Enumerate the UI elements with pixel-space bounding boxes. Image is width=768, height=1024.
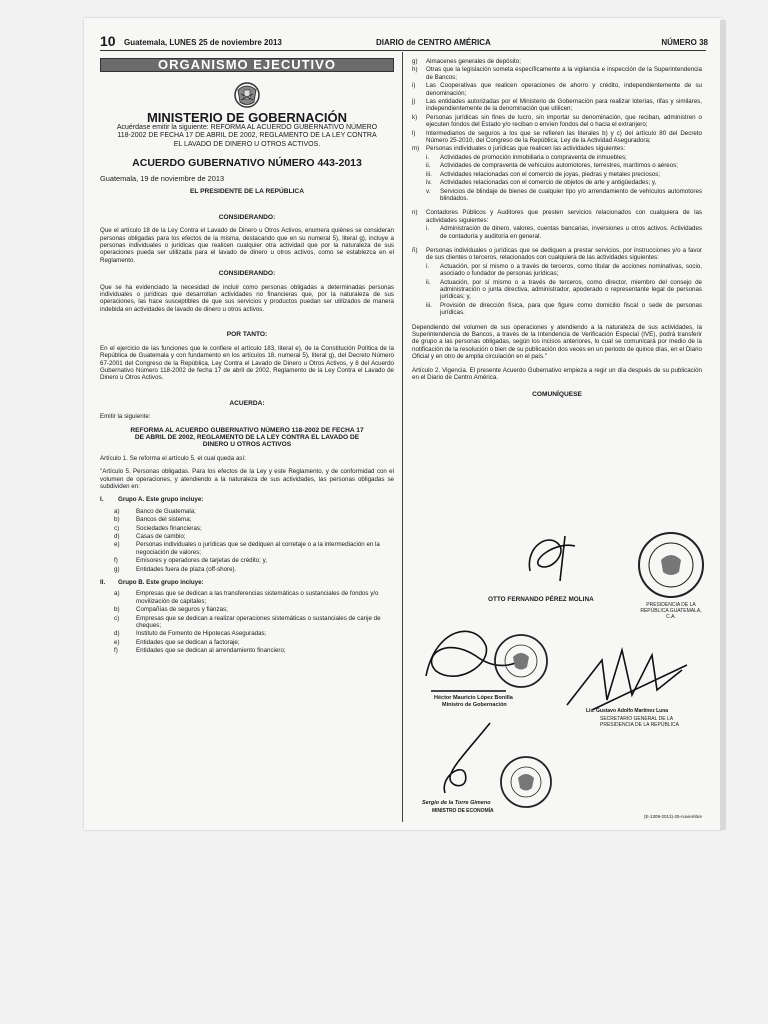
- list-item: g) Entidades fuera de plaza (off-shore).: [114, 565, 237, 573]
- seal-text: PRESIDENCIA DE LA REPÚBLICA GUATEMALA, C.A.: [640, 602, 702, 620]
- economia-title: MINISTRO DE ECONOMÍA: [432, 808, 494, 814]
- list-item: c) Empresas que se dedican a realizar operaciones sistemáticas o sustanciales de canje de cheques;: [114, 614, 381, 630]
- comuniquese: COMUNÍQUESE: [532, 391, 582, 399]
- considerando-text-2: Que se ha evidenciado la necesidad de incluir como personas obligadas a determinadas personas individuales o jurídicas que desarrollan actividades no financieras que, por la naturaleza de sus operaciones, las hace susceptibles de que sus servicios y productos puedan ser utilizados de manera indebida en actividades de lavado de dinero u otros activos.: [100, 283, 394, 313]
- item-n: n) Contadores Públicos y Auditores que presten servicios relacionados con cualquiera de las actividades siguientes:: [412, 209, 702, 224]
- list-item: d) Casas de cambio;: [114, 533, 186, 540]
- considerando-heading-1: CONSIDERANDO:: [218, 213, 276, 221]
- presidency-seal-icon: [636, 530, 706, 605]
- economia-seal-icon: [498, 754, 554, 815]
- left-column: [100, 58, 394, 656]
- list-item: f) Emisores y operadores de tarjetas de crédito; y,: [114, 557, 267, 565]
- list-item: b) Bancos del sistema;: [114, 516, 192, 524]
- sub-item: i. Actuación, por sí mismo o a través de terceros, como titular de acciones nominativas, socio, asociado o fundador de personas jurídicas;: [426, 262, 702, 278]
- grupo-b-list: [100, 590, 394, 654]
- gobernacion-title: Ministro de Gobernación: [442, 702, 507, 708]
- grupo-a-list: [100, 508, 394, 573]
- page-header: [100, 33, 708, 54]
- list-item: a) Empresas que se dedican a las transferencias sistemáticas o sustanciales de fondos y/o movilización de capitales;: [114, 590, 379, 605]
- issue-number: NÚMERO 38: [661, 38, 708, 47]
- n-sublist: [412, 225, 702, 240]
- list-item: h) Otras que la legislación someta específicamente a la vigilancia e inspección de la Superintendencia de Bancos;: [412, 66, 702, 81]
- summary-text: Acuérdase emitir la siguiente: REFORMA AL ACUERDO GUBERNATIVO NÚMERO 118-2002 DE FECHA 17 DE ABRIL DE 2002, REGLAMENTO DE LA LEY CONTRA EL LAVADO DE DINERO U OTROS ACTIVOS.: [116, 123, 378, 148]
- list-item: l) Intermediarios de seguros a los que se refieren las literales b) y c) del artículo 80 del Decreto Número 25-2010, del Congreso de la República, Ley de la Actividad Aseguradora;: [412, 129, 702, 145]
- issue-date: Guatemala, LUNES 25 de noviembre 2013: [124, 38, 282, 47]
- ministry-title: MINISTERIO DE GOBERNACIÓN: [146, 110, 348, 126]
- list-item: e) Entidades que se dedican a factoraje;: [114, 638, 240, 646]
- footer-code: (E-1309-2013)-25-noviembre: [643, 814, 702, 819]
- sub-item: i. Actividades de promoción inmobiliaria o compraventa de inmuebles;: [426, 153, 627, 161]
- grupo-b-continued-list: [412, 58, 702, 153]
- page-edge: [720, 20, 726, 830]
- portanto-text: En el ejercicio de las funciones que le confiere el artículo 183, literal e), de la Constitución Política de la República de Guatemala y con fundamento en los artículos 18, numeral 5), literal g), del Decreto Número 67-2001 del Congreso de la República, Ley Contra el Lavado de Dinero u Otros Activos, y 8 del Acuerdo Gubernativo Número 118-2002 de fecha 17 de abril de 2002, Reglamento de la Ley Contra el Lavado de Dinero u Otros Activos.: [100, 344, 394, 382]
- sub-item: ii. Actividades de compraventa de vehículos automotores, terrestres, marítimos o aéreos;: [426, 162, 678, 170]
- list-item: f) Entidades que se dedican al arrendamiento financiero;: [114, 647, 286, 655]
- right-column: [412, 58, 702, 405]
- page-number: 10: [100, 33, 116, 49]
- section-band: ORGANISMO EJECUTIVO: [100, 58, 394, 72]
- list-item: k) Personas jurídicas sin fines de lucro, sin importar su denominación, que reciban, administren o ejecuten fondos del Estado y/o reciban o envíen fondos del o hacia el extranjero;: [412, 113, 702, 129]
- article-2: Artículo 2. Vigencia. El presente Acuerdo Gubernativo empieza a regir un día después de su publicación en el Diario de Centro América.: [412, 366, 702, 382]
- list-item: m) Personas individuales o jurídicas que realicen las actividades siguientes:: [412, 145, 626, 153]
- considerando-heading-2: CONSIDERANDO:: [218, 270, 276, 278]
- dependiendo-text: Dependiendo del volumen de sus operaciones y atendiendo a la naturaleza de sus actividades, la Superintendencia de Bancos, a través de la Intendencia de Verificación Especial (IVE), podrá transferir de grupo a las personas obligadas, según los incisos anteriores, lo cual se comunicará por medio de la notificación de la resolución o bien de su publicación dos veces en un periodo de quince días, en el Diario Oficial y en otro de amplia circulación en el país.": [412, 323, 702, 361]
- newspaper-page: [84, 18, 722, 830]
- list-item: j) Las entidades autorizadas por el Ministerio de Gobernación para realizar loterías, rifas y similares, independientemente de la denominación que utilicen;: [412, 98, 702, 113]
- list-item: b) Compañías de seguros y fianzas;: [114, 606, 228, 614]
- emitir-text: Emitir la siguiente:: [100, 413, 151, 421]
- president-heading: EL PRESIDENTE DE LA REPÚBLICA: [190, 188, 304, 196]
- sub-item: v. Servicios de blindaje de bienes de cualquier tipo y/o arrendamiento de vehículos automotores blindados.: [426, 187, 702, 202]
- article-5: "Artículo 5. Personas obligadas. Para los efectos de la Ley y este Reglamento, y de conformidad con el volumen de operaciones, y atendiendo a la naturaleza de sus actividades, las personas obligadas se subdividen en:: [100, 468, 394, 490]
- list-item: c) Sociedades financieras;: [114, 524, 202, 532]
- economia-name: Sergio de la Torre Gimeno: [422, 800, 491, 806]
- item-enye: ñ) Personas individuales o jurídicas que se dediquen a prestar servicios, por instrucciones y/o a favor de sus clientes o terceros, relacionados con cualquiera de las actividades siguientes:: [412, 246, 702, 262]
- column-divider: [402, 52, 403, 822]
- secretary-name: Lic. Gustavo Adolfo Martínez Luna: [586, 708, 669, 714]
- sub-item: i. Administración de dinero, valores, cuentas bancarias, inversiones u otros activos. Actividades de contaduría y auditoría en general.: [426, 225, 702, 240]
- acuerda-heading: ACUERDA:: [229, 399, 265, 407]
- sub-item: ii. Actuación, por sí mismo o a través de terceros, como director, miembro del consejo de administración o junta directiva, administrador, apoderado o representante legal de personas jurídicas; y,: [426, 278, 702, 301]
- article-1: Artículo 1. Se reforma el artículo 5, el cual queda así:: [100, 454, 246, 462]
- list-item: e) Personas individuales o jurídicas que se dediquen al corretaje o a la intermediación en la negociación de valores;: [114, 541, 380, 556]
- list-item: a) Banco de Guatemala;: [114, 507, 196, 515]
- enye-sublist: [412, 263, 702, 317]
- reforma-title: REFORMA AL ACUERDO GUBERNATIVO NÚMERO 118-2002 DE FECHA 17 DE ABRIL DE 2002, REGLAMENTO DE LA LEY CONTRA EL LAVADO DE DINERO U OTROS ACTIVOS: [130, 426, 364, 449]
- list-item: i) Las Cooperativas que realicen operaciones de ahorro y crédito, independientemente de su denominación;: [412, 82, 702, 97]
- publication-name: DIARIO de CENTRO AMÉRICA: [376, 38, 491, 47]
- list-item: d) Instituto de Fomento de Hipotecas Aseguradas;: [114, 630, 267, 638]
- portanto-heading: POR TANTO:: [226, 331, 268, 339]
- header-rule: [100, 50, 706, 51]
- president-name: OTTO FERNANDO PÉREZ MOLINA: [488, 596, 594, 603]
- grupo-a-heading: I. Grupo A. Este grupo incluye:: [100, 496, 204, 504]
- considerando-text-1: Que el artículo 18 de la Ley Contra el Lavado de Dinero u Otros Activos, enumera quiénes se consideran personas obligadas para los efectos de la misma, destacando que en su numeral 5), literal g), incluye a personas individuales o jurídicas que realicen cualquier otra actividad que por la naturaleza de sus operaciones pueda ser utilizada para el lavado de dinero u otros activos, como se establezca en el Reglamento.: [100, 227, 394, 264]
- sub-item: iv. Actividades relacionadas con el comercio de objetos de arte y antigüedades; y,: [426, 179, 657, 187]
- grupo-b-heading: II. Grupo B. Este grupo incluye:: [100, 579, 204, 587]
- list-item: g) Almacenes generales de depósito;: [412, 58, 521, 65]
- sub-item: iii. Provisión de dirección física, para que figure como domicilio fiscal o sede de personas jurídicas.: [426, 301, 702, 317]
- gobernacion-seal-icon: [492, 632, 550, 695]
- sub-item: iii. Actividades relacionadas con el comercio de joyas, piedras y metales preciosos;: [426, 170, 661, 178]
- coat-of-arms-icon: [232, 80, 262, 110]
- m-sublist: [412, 154, 702, 202]
- secretary-title: SECRETARIO GENERAL DE LA PRESIDENCIA DE LA REPÚBLICA: [600, 716, 679, 728]
- acuerdo-title: ACUERDO GUBERNATIVO NÚMERO 443-2013: [132, 156, 362, 169]
- city-date: Guatemala, 19 de noviembre de 2013: [100, 174, 225, 183]
- president-signature: [520, 526, 600, 586]
- gobernacion-name: Héctor Mauricio López Bonilla: [434, 695, 513, 701]
